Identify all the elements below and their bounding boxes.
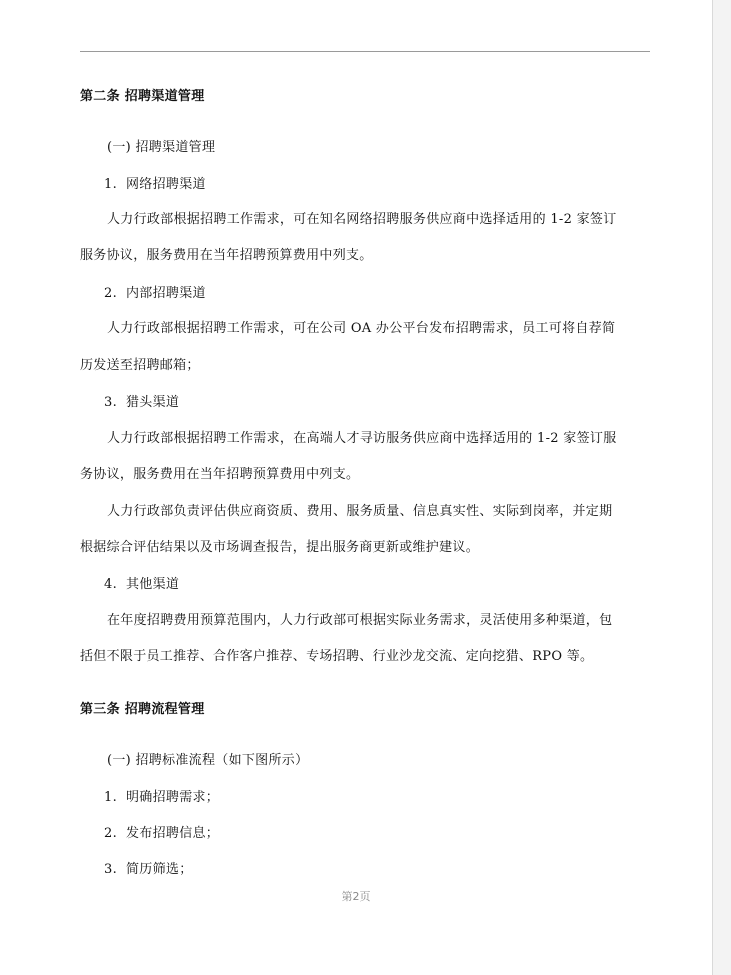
list-item bbox=[104, 286, 206, 302]
scrollbar[interactable] bbox=[712, 0, 731, 975]
section-3-title: 第三条 招聘流程管理 bbox=[80, 702, 205, 717]
list-item-label: 内部招聘渠道 bbox=[126, 286, 206, 301]
header-divider bbox=[80, 51, 650, 52]
paragraph-line: 人力行政部负责评估供应商资质、费用、服务质量、信息真实性、实际到岗率，并定期 bbox=[107, 504, 613, 519]
list-item bbox=[104, 177, 206, 193]
list-item-number: 1. bbox=[104, 790, 118, 805]
list-item bbox=[104, 826, 219, 842]
paragraph-line: 根据综合评估结果以及市场调查报告，提出服务商更新或维护建议。 bbox=[80, 540, 480, 555]
list-item-number: 3. bbox=[104, 395, 118, 410]
list-item bbox=[104, 577, 179, 593]
list-item-number: 4. bbox=[104, 577, 118, 592]
paragraph-line: 人力行政部根据招聘工作需求，在高端人才寻访服务供应商中选择适用的 1-2 家签订服 bbox=[107, 431, 617, 446]
section-3-subheading: (一) 招聘标准流程（如下图所示） bbox=[107, 753, 309, 768]
list-item-label: 简历筛选； bbox=[126, 862, 193, 877]
list-item-label: 网络招聘渠道 bbox=[126, 177, 206, 192]
list-item bbox=[104, 790, 219, 806]
list-item-label: 其他渠道 bbox=[126, 577, 180, 592]
paragraph-line: 括但不限于员工推荐、合作客户推荐、专场招聘、行业沙龙交流、定向挖猎、RPO 等。 bbox=[80, 649, 594, 664]
paragraph-line: 务协议，服务费用在当年招聘预算费用中列支。 bbox=[80, 467, 360, 482]
paragraph-line: 人力行政部根据招聘工作需求，可在知名网络招聘服务供应商中选择适用的 1-2 家签订 bbox=[107, 212, 617, 227]
list-item-number: 2. bbox=[104, 826, 118, 841]
list-item bbox=[104, 395, 179, 411]
list-item-number: 1. bbox=[104, 177, 118, 192]
list-item-number: 3. bbox=[104, 862, 118, 877]
paragraph-line: 人力行政部根据招聘工作需求，可在公司 OA 办公平台发布招聘需求，员工可将自荐简 bbox=[107, 321, 616, 336]
list-item bbox=[104, 862, 193, 878]
list-item-number: 2. bbox=[104, 286, 118, 301]
list-item-label: 猎头渠道 bbox=[126, 395, 180, 410]
paragraph-line: 在年度招聘费用预算范围内，人力行政部可根据实际业务需求，灵活使用多种渠道，包 bbox=[107, 613, 613, 628]
section-2-subheading: (一) 招聘渠道管理 bbox=[107, 140, 216, 155]
page-number: 第2页 bbox=[341, 890, 371, 903]
paragraph-line: 服务协议，服务费用在当年招聘预算费用中列支。 bbox=[80, 248, 373, 263]
paragraph-line: 历发送至招聘邮箱； bbox=[80, 358, 200, 373]
list-item-label: 发布招聘信息； bbox=[126, 826, 220, 841]
section-2-title: 第二条 招聘渠道管理 bbox=[80, 89, 205, 104]
list-item-label: 明确招聘需求； bbox=[126, 790, 220, 805]
